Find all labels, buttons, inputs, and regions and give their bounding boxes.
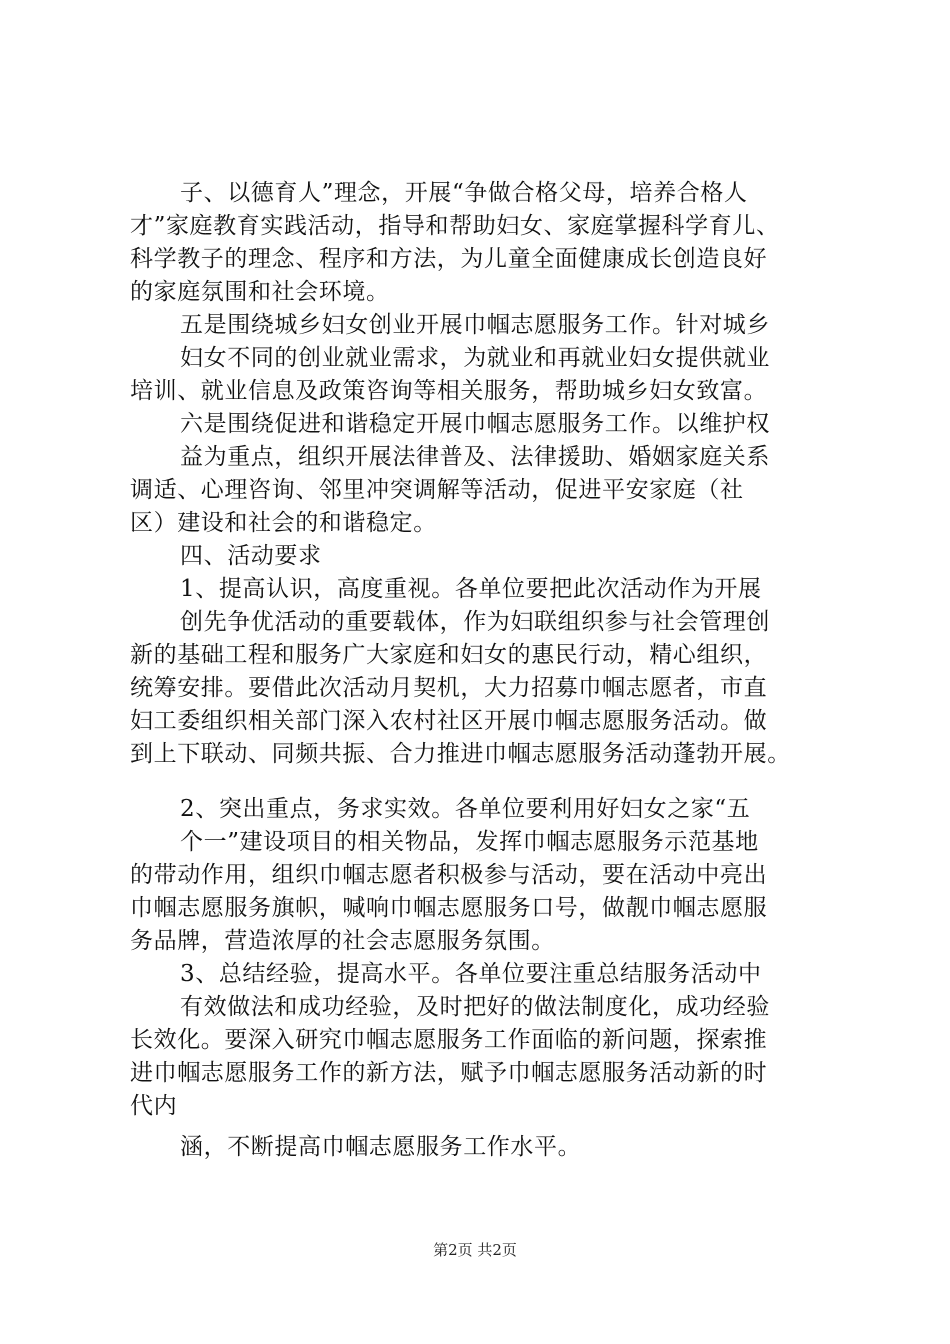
text-line: 代内 bbox=[130, 1093, 178, 1119]
text-line: 2、突出重点，务求实效。各单位要利用好妇女之家“五 bbox=[180, 796, 751, 822]
text-line: 有效做法和成功经验，及时把好的做法制度化，成功经验 bbox=[180, 994, 770, 1020]
text-line: 到上下联动、同频共振、合力推进巾帼志愿服务活动蓬勃开展。 bbox=[130, 741, 791, 767]
text-line: 六是围绕促进和谐稳定开展巾帼志愿服务工作。以维护权 bbox=[180, 411, 770, 437]
text-line: 科学教子的理念、程序和方法，为儿童全面健康成长创造良好 bbox=[130, 246, 768, 272]
text-line: 子、以德育人”理念，开展“争做合格父母，培养合格人 bbox=[180, 180, 748, 206]
text-line: 新的基础工程和服务广大家庭和妇女的惠民行动，精心组织， bbox=[130, 642, 768, 668]
text-line: 培训、就业信息及政策咨询等相关服务，帮助城乡妇女致富。 bbox=[130, 378, 768, 404]
text-line: 巾帼志愿服务旗帜，喊响巾帼志愿服务口号，做靓巾帼志愿服 bbox=[130, 895, 768, 921]
text-line: 益为重点，组织开展法律普及、法律援助、婚姻家庭关系 bbox=[180, 444, 770, 470]
text-line: 务品牌，营造浓厚的社会志愿服务氛围。 bbox=[130, 928, 555, 954]
text-line: 长效化。要深入研究巾帼志愿服务工作面临的新问题，探索推 bbox=[130, 1027, 768, 1053]
text-line: 统筹安排。要借此次活动月契机，大力招募巾帼志愿者，市直 bbox=[130, 675, 768, 701]
text-line: 进巾帼志愿服务工作的新方法，赋予巾帼志愿服务活动新的时 bbox=[130, 1060, 768, 1086]
text-line: 妇工委组织相关部门深入农村社区开展巾帼志愿服务活动。做 bbox=[130, 708, 768, 734]
text-line: 区）建设和社会的和谐稳定。 bbox=[130, 510, 437, 536]
text-line: 的家庭氛围和社会环境。 bbox=[130, 279, 390, 305]
text-line: 调适、心理咨询、邻里冲突调解等活动，促进平安家庭（社 bbox=[130, 477, 744, 503]
text-line: 创先争优活动的重要载体，作为妇联组织参与社会管理创 bbox=[180, 609, 770, 635]
text-line: 才”家庭教育实践活动，指导和帮助妇女、家庭掌握科学育儿、 bbox=[130, 213, 780, 239]
text-line: 个一”建设项目的相关物品，发挥巾帼志愿服务示范基地 bbox=[180, 829, 759, 855]
text-line: 的带动作用，组织巾帼志愿者积极参与活动，要在活动中亮出 bbox=[130, 862, 768, 888]
text-line: 3、总结经验，提高水平。各单位要注重总结服务活动中 bbox=[180, 961, 762, 987]
text-line: 五是围绕城乡妇女创业开展巾帼志愿服务工作。针对城乡 bbox=[180, 312, 770, 338]
text-line: 涵，不断提高巾帼志愿服务工作水平。 bbox=[180, 1134, 582, 1160]
text-line: 妇女不同的创业就业需求，为就业和再就业妇女提供就业 bbox=[180, 345, 770, 371]
text-line: 1、提高认识，高度重视。各单位要把此次活动作为开展 bbox=[180, 576, 762, 602]
section-heading: 四、活动要求 bbox=[180, 543, 322, 569]
page-number-footer: 第2页 共2页 bbox=[433, 1241, 517, 1259]
